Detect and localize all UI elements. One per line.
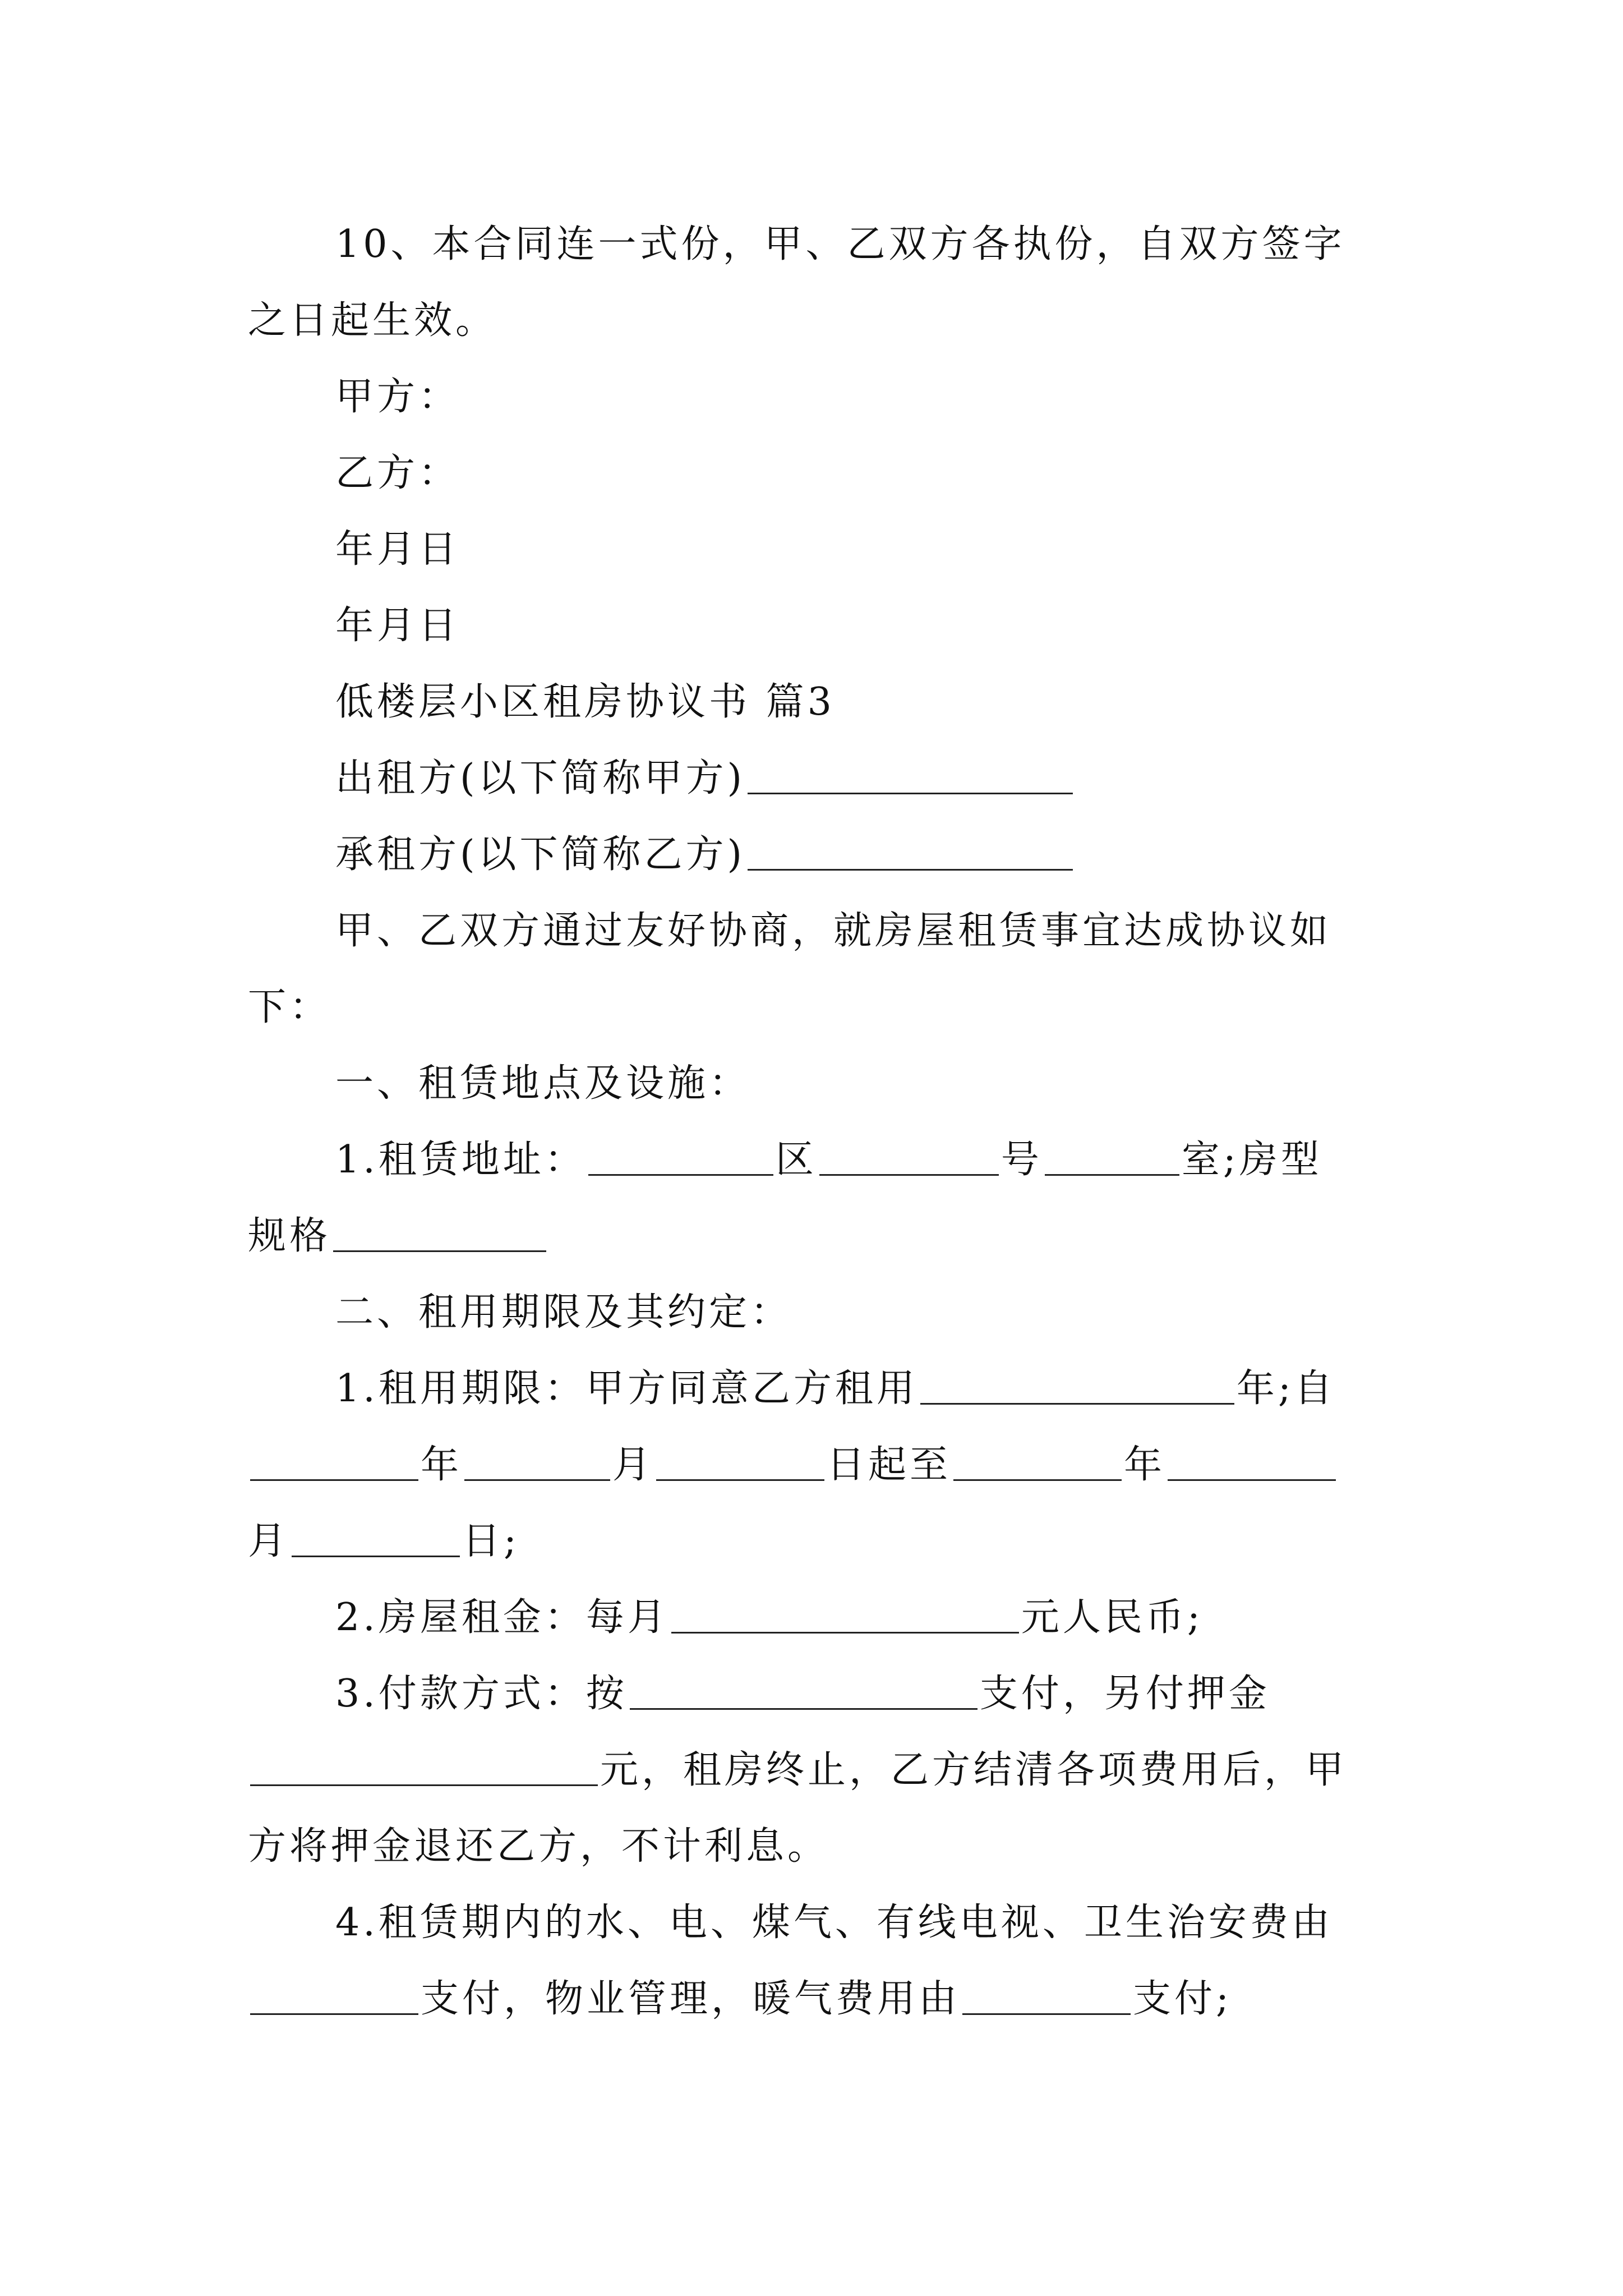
blank-field	[250, 1479, 418, 1481]
heading-1	[335, 1050, 750, 1117]
text: 下：	[248, 985, 331, 1029]
utilities-line1	[335, 1889, 1333, 1957]
blank-field	[292, 1556, 460, 1557]
text: 乙方：	[335, 451, 460, 495]
text: 日;	[462, 1519, 520, 1563]
payment-line2	[248, 1737, 1347, 1804]
text: 区	[775, 1138, 817, 1182]
blank-field	[464, 1479, 610, 1481]
text: 元，租房终止，乙方结清各项费用后，甲	[600, 1748, 1348, 1792]
text: 2.房屋租金：每月	[335, 1595, 669, 1640]
text: 甲方：	[335, 375, 460, 419]
text: 承租方(以下简称乙方)	[335, 832, 746, 877]
text: 二、租用期限及其约定：	[335, 1290, 792, 1335]
text: 日起至	[827, 1443, 952, 1487]
text: 出租方(以下简称甲方)	[335, 756, 746, 800]
lessee-line	[335, 821, 1075, 889]
text: 月	[612, 1443, 654, 1487]
term-line1	[335, 1355, 1336, 1423]
text: 月	[248, 1519, 290, 1563]
date-line-2	[335, 592, 460, 660]
text: 之日起生效。	[248, 298, 497, 343]
text: 方将押金退还乙方，不计利息。	[248, 1824, 829, 1869]
date-line-1	[335, 516, 460, 583]
blank-field	[333, 1250, 546, 1252]
text: 1.租用期限：甲方同意乙方租用	[335, 1366, 918, 1411]
text: 年	[421, 1443, 463, 1487]
blank-field	[671, 1632, 1019, 1634]
term-line3	[248, 1508, 520, 1575]
intro-line2	[248, 974, 331, 1041]
term-line2	[248, 1432, 1338, 1499]
intro-line1	[335, 898, 1331, 965]
text: 支付，物业管理，暖气费用由	[421, 1977, 961, 2021]
text: 规格	[248, 1214, 331, 1258]
text: 年;自	[1236, 1366, 1336, 1411]
text: 号	[1000, 1138, 1043, 1182]
spec-line	[248, 1203, 548, 1270]
blank-field	[250, 2013, 418, 2015]
text: 年月日	[335, 604, 460, 648]
utilities-line2	[248, 1966, 1232, 2033]
blank-field	[920, 1403, 1234, 1405]
blank-field	[1045, 1174, 1179, 1176]
blank-field	[819, 1174, 999, 1176]
text: 低楼层小区租房协议书 篇3	[335, 680, 835, 724]
heading-2	[335, 1279, 792, 1346]
rent-line	[335, 1584, 1204, 1651]
text: 支付，另付押金	[979, 1672, 1270, 1716]
party-a-label	[335, 364, 460, 431]
text: 4.租赁期内的水、电、煤气、有线电视、卫生治安费由	[335, 1901, 1333, 1945]
clause-10-line1	[335, 211, 1345, 278]
text: 1.租赁地址：	[335, 1138, 586, 1182]
text: 室;房型	[1181, 1138, 1322, 1182]
lessor-line	[335, 745, 1075, 812]
clause-10-line2	[248, 287, 497, 355]
blank-field	[630, 1708, 978, 1710]
text: 10、本合同连一式份，甲、乙双方各执份，自双方签字	[335, 222, 1345, 266]
payment-line3	[248, 1813, 829, 1880]
blank-field	[656, 1479, 824, 1481]
blank-field	[1168, 1479, 1336, 1481]
address-line	[335, 1126, 1322, 1194]
payment-line1	[335, 1660, 1270, 1728]
text: 支付;	[1133, 1977, 1232, 2021]
text: 元人民币;	[1021, 1595, 1204, 1640]
blank-field	[748, 793, 1073, 794]
blank-field	[250, 1784, 598, 1786]
text: 一、租赁地点及设施：	[335, 1061, 751, 1106]
text: 年月日	[335, 527, 460, 572]
blank-field	[748, 869, 1073, 871]
text: 甲、乙双方通过友好协商，就房屋租赁事宜达成协议如	[335, 909, 1332, 953]
blank-field	[588, 1174, 773, 1176]
text: 3.付款方式：按	[335, 1672, 628, 1716]
blank-field	[962, 2013, 1131, 2015]
text: 年	[1124, 1443, 1166, 1487]
blank-field	[953, 1479, 1122, 1481]
party-b-label	[335, 440, 460, 507]
section-title	[335, 669, 835, 736]
